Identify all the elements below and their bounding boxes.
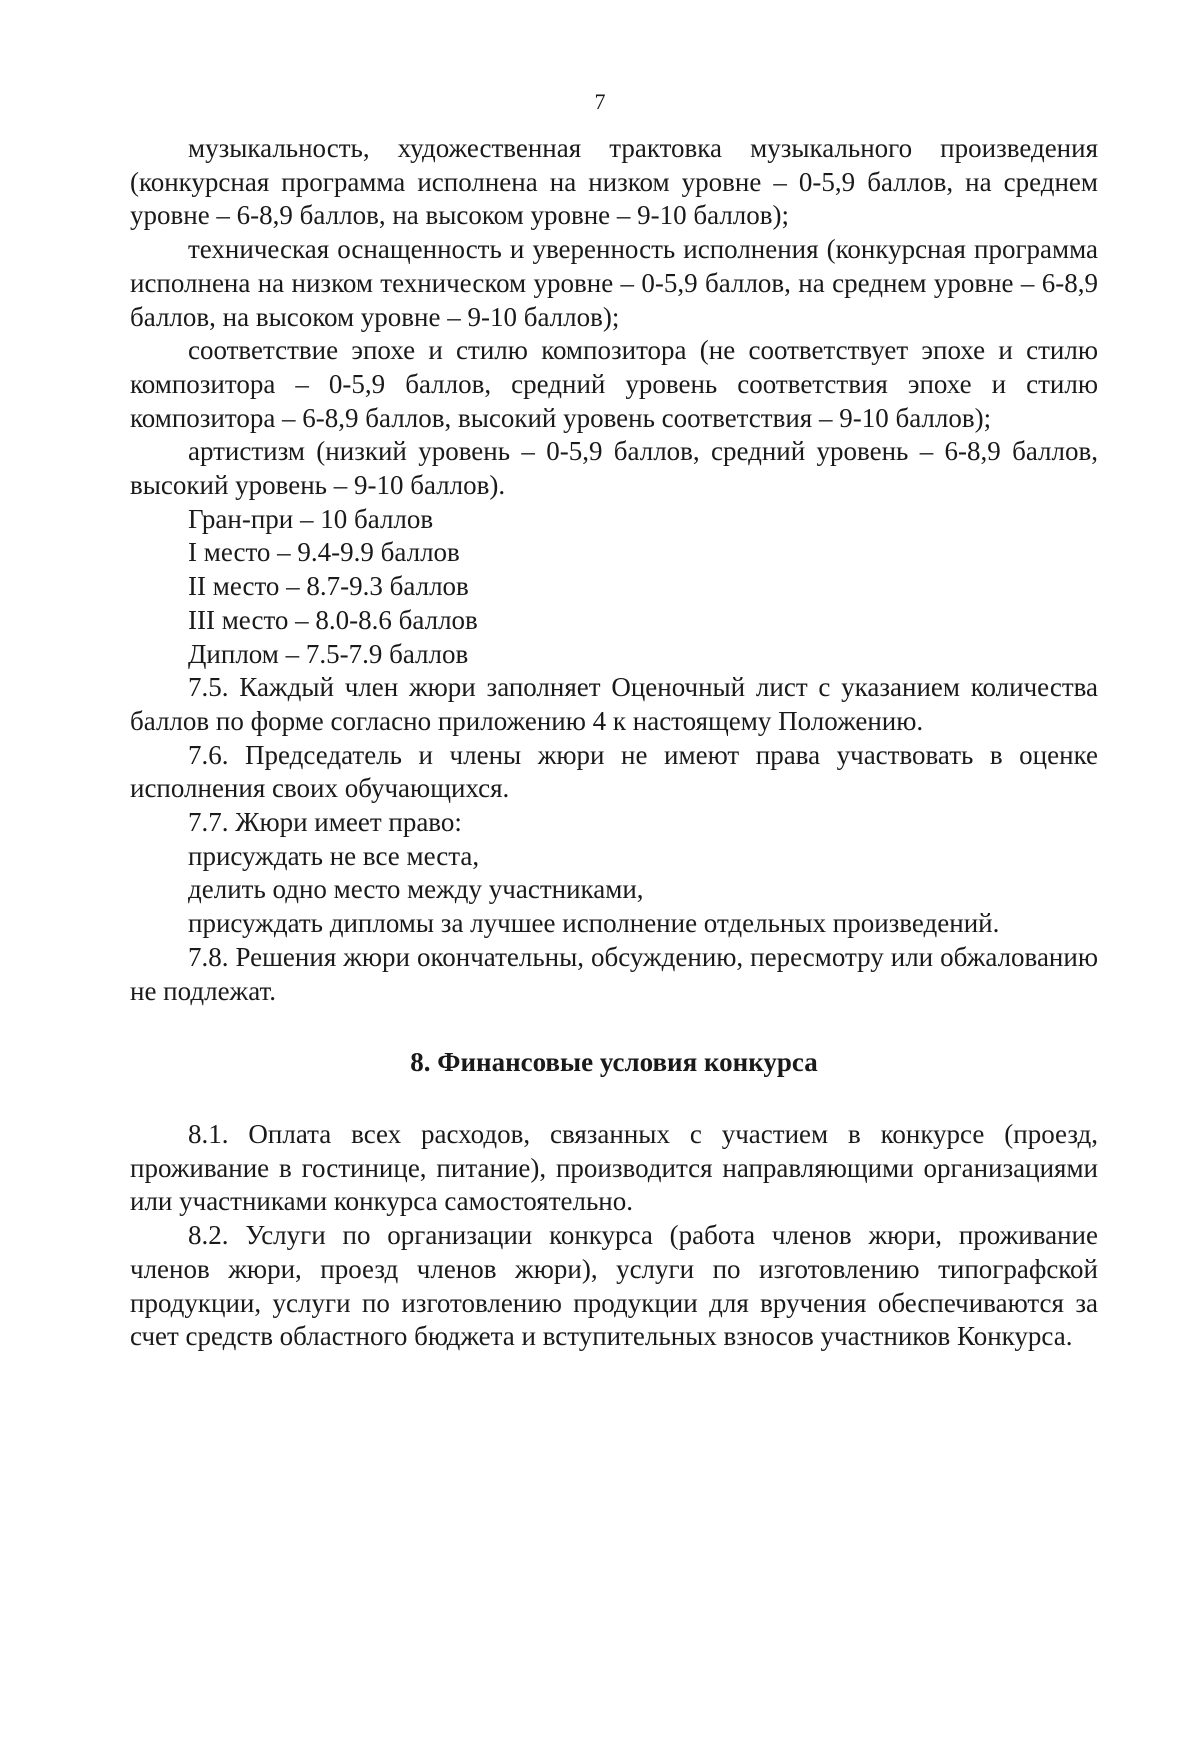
spacer xyxy=(130,1008,1098,1046)
award-second-place: II место – 8.7-9.3 баллов xyxy=(188,571,469,602)
jury-right-2: делить одно место между участниками, xyxy=(188,874,644,905)
paragraph-7-7: 7.7. Жюри имеет право: xyxy=(188,807,462,838)
award-third-place: III место – 8.0-8.6 баллов xyxy=(188,604,478,635)
jury-right-3: присуждать дипломы за лучшее исполнение отдельных произведений. xyxy=(188,908,1000,939)
award-diploma: Диплом – 7.5-7.9 баллов xyxy=(188,638,469,669)
award-first-place: I место – 9.4-9.9 баллов xyxy=(188,537,460,568)
jury-right-1: присуждать не все места, xyxy=(188,840,480,871)
paragraph-7-5: 7.5. Каждый член жюри заполняет Оценочный лист с указанием количества баллов по форме согласно приложению 4 к настоящему Положению. xyxy=(130,672,1098,736)
paragraph-8-1: 8.1. Оплата всех расходов, связанных с участием в конкурсе (проезд, проживание в гостинице, питание), производится направляющими организациями или участниками конкурса самостоятельно. xyxy=(130,1118,1098,1217)
criterion-musicality: музыкальность, художественная трактовка музыкального произведения (конкурсная программа исполнена на низком уровне – 0-5,9 баллов, на среднем уровне – 6-8,9 баллов, на высоком уровне – 9-10 баллов); xyxy=(130,133,1098,231)
section-8-heading: 8. Финансовые условия конкурса xyxy=(410,1047,818,1078)
paragraph-8-2: 8.2. Услуги по организации конкурса (работа членов жюри, проживание членов жюри, проезд членов жюри), услуги по изготовлению типографской продукции, услуги по изготовлению продукции для вручения обеспечиваются за счет средств областного бюджета и вступительных взносов участников Конкурса. xyxy=(130,1220,1098,1352)
criterion-style: соответствие эпохе и стилю композитора (не соответствует эпохе и стилю композитора – 0-5,9 баллов, средний уровень соответствия эпохе и стилю композитора – 6-8,9 баллов, высокий уровень соответствия – 9-10 баллов); xyxy=(130,335,1098,433)
spacer xyxy=(130,1080,1098,1118)
document-body xyxy=(130,132,1098,1354)
award-grand-prix: Гран-при – 10 баллов xyxy=(188,503,434,534)
paragraph-7-6: 7.6. Председатель и члены жюри не имеют права участвовать в оценке исполнения своих обучающихся. xyxy=(130,739,1098,804)
page-number: 7 xyxy=(594,89,606,114)
criterion-technique: техническая оснащенность и уверенность исполнения (конкурсная программа исполнена на низком техническом уровне – 0-5,9 баллов, на среднем уровне – 6-8,9 баллов, на высоком уровне – 9-10 баллов); xyxy=(130,234,1098,332)
criterion-artistry: артистизм (низкий уровень – 0-5,9 баллов, средний уровень – 6-8,9 баллов, высокий уровень – 9-10 баллов). xyxy=(130,436,1098,501)
paragraph-7-8: 7.8. Решения жюри окончательны, обсуждению, пересмотру или обжалованию не подлежат. xyxy=(130,941,1098,1006)
